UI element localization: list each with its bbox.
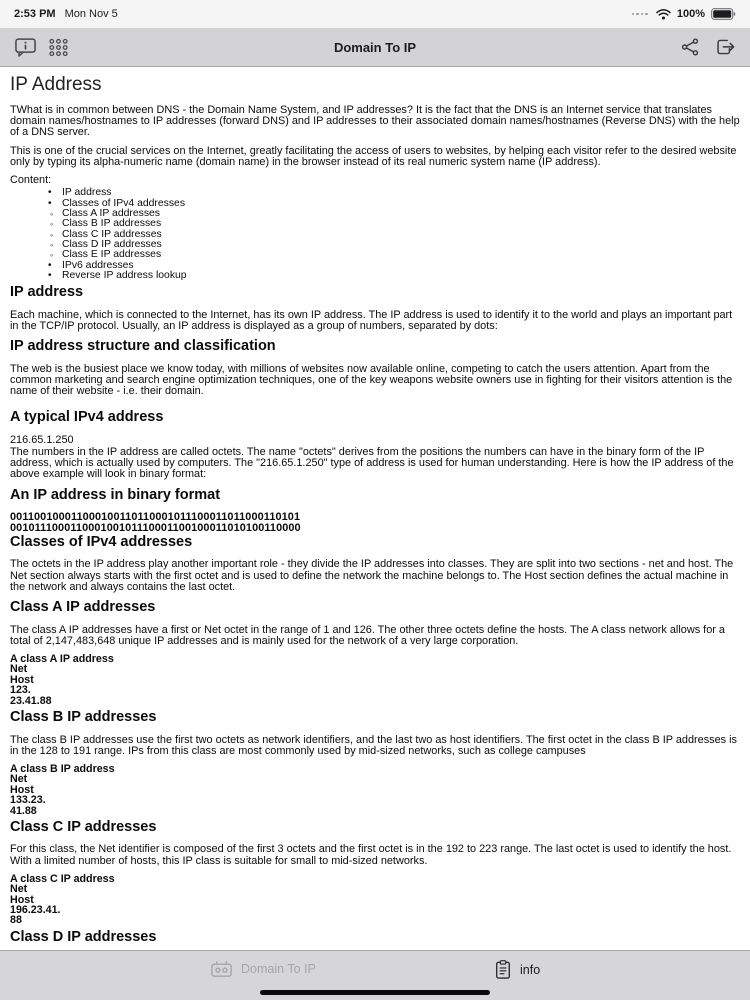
- article-content[interactable]: [0, 68, 750, 950]
- section-heading-typical-ipv4: A typical IPv4 address: [10, 409, 164, 426]
- toc-label: Class D IP addresses: [62, 238, 162, 250]
- binary-line-2: 001011100011000100101110001100100011010100110000: [10, 521, 301, 534]
- apps-grid-icon[interactable]: [48, 37, 69, 58]
- export-icon[interactable]: [715, 37, 736, 57]
- table-of-contents: [10, 188, 740, 281]
- toc-label: IPv6 addresses: [62, 259, 134, 271]
- section-body-structure: The web is the busiest place we know today, with millions of websites now available online, competing to catch the users attention. Apart from the common marketing and search engine optimization techniques, one of the key weapons website owners use in fighting for their visitors attention is the name of their website - i.e. their domain.: [10, 362, 733, 398]
- section-body-classes: The octets in the IP address play another important role - they divide the IP addresses into classes. They are split into two sections - net and host. The Net section always starts with the first octet and is used to define the network the machine belongs to. The Host section defines the actual machine in the network and always contains the last octet.: [10, 558, 734, 593]
- section-heading-binary: An IP address in binary format: [10, 486, 221, 503]
- share-icon[interactable]: [680, 37, 700, 57]
- bullet-icon: [48, 199, 52, 209]
- toc-label: Classes of IPv4 addresses: [62, 197, 186, 209]
- net-label: Net: [10, 773, 28, 786]
- section-heading-class-a: Class A IP addresses: [10, 599, 156, 616]
- net-label: Net: [10, 883, 28, 896]
- toc-label: Class E IP addresses: [62, 249, 162, 261]
- toc-label: Class B IP addresses: [62, 218, 162, 230]
- toc-label: Reverse IP address lookup: [62, 269, 187, 281]
- tab-bar: [0, 950, 750, 1000]
- example-title: A class C IP address: [10, 872, 115, 885]
- nav-title: Domain To IP: [333, 39, 417, 55]
- section-body-ip-address: Each machine, which is connected to the Internet, has its own IP address. The IP address is used to identify it to the world and plays an important part in the TCP/IP protocol. Usually, an IP address is displayed as a group of numbers, separated by dots:: [10, 308, 733, 333]
- section-heading-ip-address: IP address: [10, 284, 84, 301]
- wifi-icon: [656, 9, 671, 20]
- bullet-icon: [48, 271, 52, 281]
- class-c-example: [10, 874, 740, 926]
- toc-label: Class C IP addresses: [62, 228, 162, 240]
- example-title: A class A IP address: [10, 652, 114, 665]
- clipboard-icon: [494, 959, 512, 980]
- section-heading-class-d: Class D IP addresses: [10, 928, 157, 945]
- section-heading-structure: IP address structure and classification: [10, 338, 276, 355]
- toc-label: Class A IP addresses: [62, 207, 160, 219]
- status-right: [632, 8, 736, 20]
- example-ip-value: 216.65.1.250: [10, 433, 74, 446]
- host-label: Host: [10, 783, 34, 796]
- net-value: 196.23.41.: [10, 904, 61, 917]
- toc-label: IP address: [62, 187, 112, 199]
- battery-icon: [711, 8, 736, 20]
- robot-badge-icon: [210, 959, 233, 979]
- net-label: Net: [10, 663, 28, 676]
- net-value: 123.: [10, 684, 31, 697]
- tab-info[interactable]: [494, 959, 540, 980]
- net-value: 133.23.: [10, 794, 46, 807]
- section-body-class-b: The class B IP addresses use the first two octets as network identifiers, and the last two as host identifiers. The first octet in the class B IP addresses is in the 128 to 191 range. IPs from this class are most commonly used by mid-sized networks, such as college campuses: [10, 733, 737, 757]
- tab-domain-to-ip[interactable]: [210, 959, 316, 979]
- tab-info-label: info: [520, 962, 541, 977]
- intro-paragraph-2: This is one of the crucial services on the Internet, greatly facilitating the access of users to websites, by helping each visitor refer to the desired website only by typing its alpha-numeric name (domain name) in the browser instead of its real numeric system name (IP address).: [10, 144, 737, 168]
- section-heading-class-c: Class C IP addresses: [10, 818, 157, 835]
- section-heading-classes: Classes of IPv4 addresses: [10, 533, 193, 550]
- nav-bar: [0, 28, 750, 67]
- host-label: Host: [10, 893, 34, 906]
- battery-percent: 100%: [676, 8, 705, 20]
- content-label: Content:: [10, 174, 52, 187]
- intro-paragraph-1: TWhat is in common between DNS - the Domain Name System, and IP addresses? It is the fact that the DNS is an Internet service that translates domain names/hostnames to IP addresses (forward DNS) and IP addresses to their associated domain names/hostnames (Reverse DNS) with the help of a DNS server.: [10, 104, 740, 139]
- home-indicator[interactable]: [260, 990, 490, 995]
- binary-line-1: 001100100011000100110110001011100011011000110101: [10, 511, 301, 524]
- nav-right-buttons: [680, 37, 736, 57]
- host-label: Host: [10, 673, 34, 686]
- tab-domain-label: Domain To IP: [241, 962, 316, 976]
- section-heading-class-b: Class B IP addresses: [10, 709, 157, 725]
- clock: 2:53 PM: [14, 8, 56, 20]
- status-left: [14, 8, 118, 20]
- page-title: IP Address: [10, 74, 102, 95]
- toc-item: [10, 271, 740, 281]
- date: Mon Nov 5: [64, 8, 118, 20]
- tooltip-info-icon[interactable]: [14, 37, 37, 58]
- host-value: 23.41.88: [10, 694, 52, 707]
- host-value: 41.88: [10, 804, 37, 817]
- class-b-example: [10, 764, 740, 816]
- bullet-icon: [48, 188, 52, 198]
- example-title: A class B IP address: [10, 762, 115, 775]
- nav-left-buttons: [14, 37, 69, 58]
- status-bar: [0, 0, 750, 28]
- section-body-typical-ipv4: The numbers in the IP address are called octets. The name "octets" derives from the positions the numbers can have in the binary form of the IP address, which is actually used by computers. The "216.65.1.250" type of address is used for human understanding. Here is how the IP address of the above example will look in binary format:: [10, 446, 734, 481]
- section-body-class-a: The class A IP addresses have a first or Net octet in the range of 1 and 126. The other three octets define the hosts. The A class network allows for a total of 2,147,483,648 unique IP addresses and is mainly used for the network of a very large corporation.: [10, 623, 725, 647]
- class-a-example: [10, 654, 740, 706]
- section-body-class-c: For this class, the Net identifier is composed of the first 3 octets and the first octet is in the 192 to 223 range. The last octet is used to identify the host. With a limited number of hosts, this IP class is suitable for small to mid-sized networks.: [10, 843, 732, 867]
- cellular-dots-icon: [632, 13, 648, 16]
- host-value: 88: [10, 914, 22, 927]
